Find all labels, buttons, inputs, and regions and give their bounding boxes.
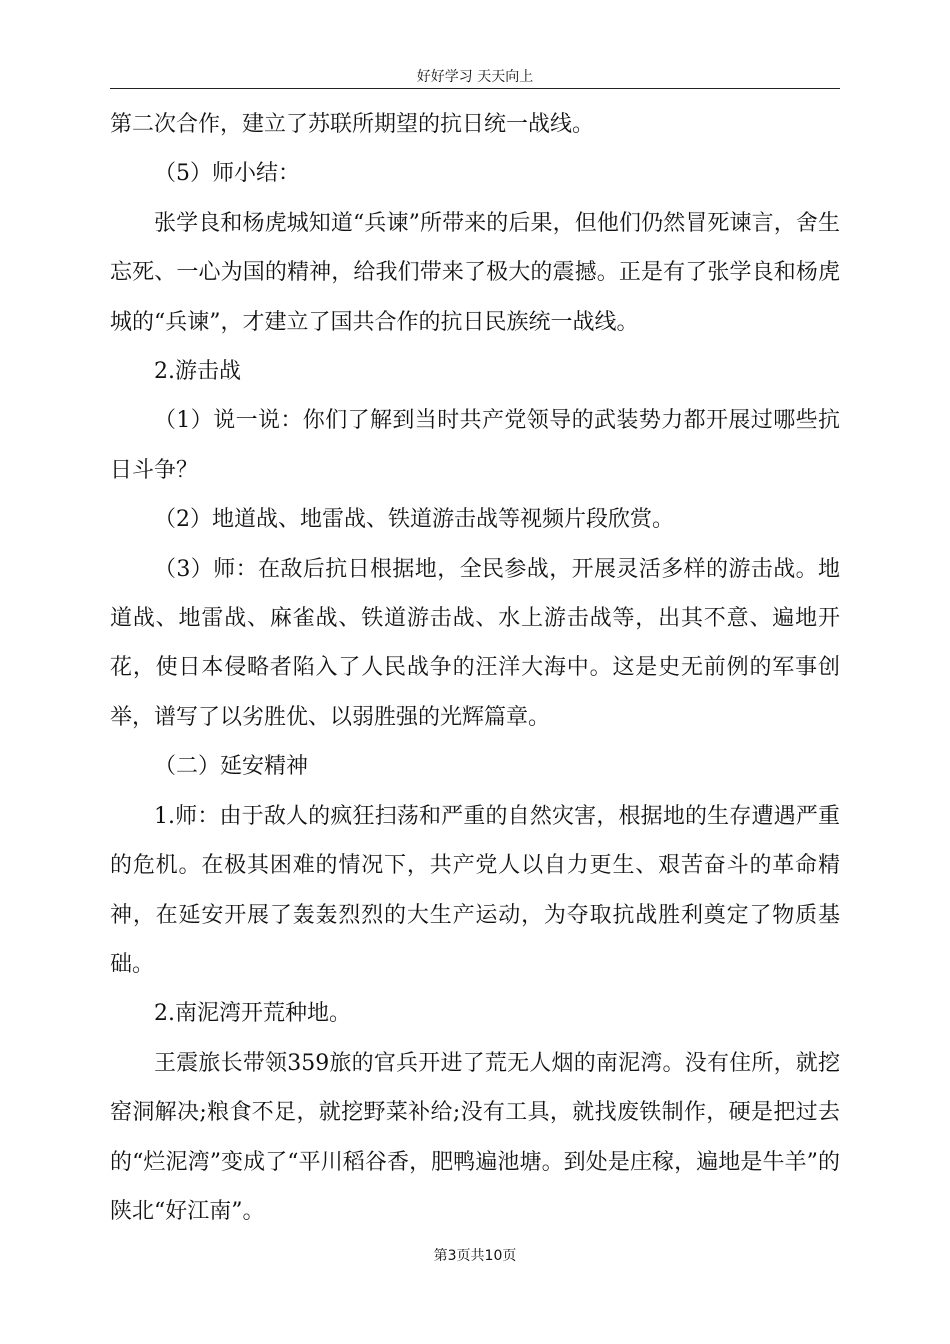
page-header: 好好学习 天天向上 — [416, 69, 534, 85]
paragraph: 王震旅长带领359旅的官兵开进了荒无人烟的南泥湾。没有住所，就挖窑洞解决;粮食不足，就挖野菜补给;没有工具，就找废铁制作，硬是把过去的“烂泥湾”变成了“平川稻谷香，肥鸭遍池塘。到处是庄稼，遍地是牛羊”的陕北“好江南”。 — [110, 1050, 840, 1224]
page-footer: 第3页共10页 — [433, 1248, 517, 1264]
paragraph: 第二次合作，建立了苏联所期望的抗日统一战线。 — [110, 112, 595, 137]
section-heading: 2.游击战 — [154, 359, 241, 385]
paragraph: （1）说一说：你们了解到当时共产党领导的武装势力都开展过哪些抗日斗争？ — [110, 408, 840, 483]
paragraph: 1.师：由于敌人的疯狂扫荡和严重的自然灾害，根据地的生存遭遇严重的危机。在极其困难的情况下，共产党人以自力更生、艰苦奋斗的革命精神，在延安开展了轰轰烈烈的大生产运动，为夺取抗战胜利奠定了物质基础。 — [110, 803, 840, 977]
header-divider — [110, 88, 840, 89]
document-body — [110, 100, 840, 1236]
section-heading: （二）延安精神 — [154, 754, 309, 780]
section-heading: 2.南泥湾开荒种地。 — [154, 1001, 351, 1027]
paragraph: （3）师：在敌后抗日根据地，全民参战，开展灵活多样的游击战。地道战、地雷战、麻雀战、铁道游击战、水上游击战等，出其不意、遍地开花，使日本侵略者陷入了人民战争的汪洋大海中。这是史无前例的军事创举，谱写了以劣胜优、以弱胜强的光辉篇章。 — [110, 556, 840, 730]
paragraph: 张学良和杨虎城知道“兵谏”所带来的后果，但他们仍然冒死谏言，舍生忘死、一心为国的精神，给我们带来了极大的震撼。正是有了张学良和杨虎城的“兵谏”，才建立了国共合作的抗日民族统一战线。 — [110, 210, 840, 335]
paragraph: （2）地道战、地雷战、铁道游击战等视频片段欣赏。 — [154, 507, 674, 533]
paragraph: （5）师小结： — [154, 161, 300, 187]
